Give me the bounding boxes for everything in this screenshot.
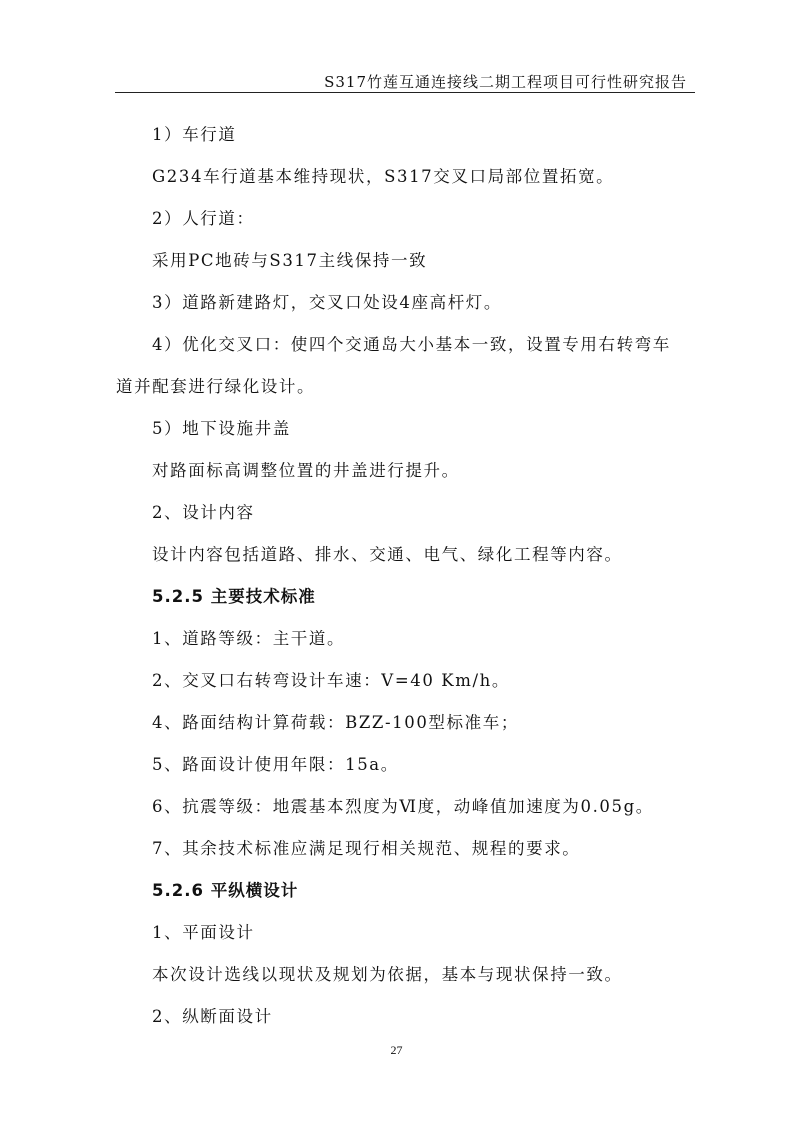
header-divider xyxy=(115,92,695,93)
header-title: S317竹莲互通连接线二期工程项目可行性研究报告 xyxy=(324,73,687,91)
intersection-optimization-continued: 道并配套进行绿化设计。 xyxy=(116,377,316,396)
standard-design-speed: 2、交叉口右转弯设计车速：V=40 Km/h。 xyxy=(152,671,510,690)
standard-seismic: 6、抗震等级：地震基本烈度为Ⅵ度，动峰值加速度为0.05g。 xyxy=(152,797,654,816)
manhole-covers-text: 对路面标高调整位置的井盖进行提升。 xyxy=(152,461,460,480)
standard-load: 4、路面结构计算荷载：BZZ-100型标准车； xyxy=(152,713,519,732)
section-heading-alignment-design: 5.2.6 平纵横设计 xyxy=(152,881,299,900)
section-heading-technical-standards: 5.2.5 主要技术标准 xyxy=(152,587,316,606)
item-sidewalk: 2）人行道： xyxy=(152,209,255,228)
plan-design-text: 本次设计选线以现状及规划为依据，基本与现状保持一致。 xyxy=(152,965,623,984)
item-plan-design: 1、平面设计 xyxy=(152,923,255,942)
item-street-lights: 3）道路新建路灯，交叉口处设4座高杆灯。 xyxy=(152,293,502,312)
item-carriageway: 1）车行道 xyxy=(152,125,237,144)
design-content-text: 设计内容包括道路、排水、交通、电气、绿化工程等内容。 xyxy=(152,545,623,564)
standard-other: 7、其余技术标准应满足现行相关规范、规程的要求。 xyxy=(152,839,581,858)
sidewalk-text: 采用PC地砖与S317主线保持一致 xyxy=(152,251,428,270)
item-profile-design: 2、纵断面设计 xyxy=(152,1007,273,1026)
item-manhole-covers: 5）地下设施井盖 xyxy=(152,419,291,438)
page-number: 27 xyxy=(390,1043,403,1057)
carriageway-text: G234车行道基本维持现状，S317交叉口局部位置拓宽。 xyxy=(152,167,615,186)
item-design-content: 2、设计内容 xyxy=(152,503,255,522)
item-intersection-optimization: 4）优化交叉口：使四个交通岛大小基本一致，设置专用右转弯车 xyxy=(152,335,671,354)
standard-service-life: 5、路面设计使用年限：15a。 xyxy=(152,755,399,774)
standard-road-grade: 1、道路等级：主干道。 xyxy=(152,629,346,648)
